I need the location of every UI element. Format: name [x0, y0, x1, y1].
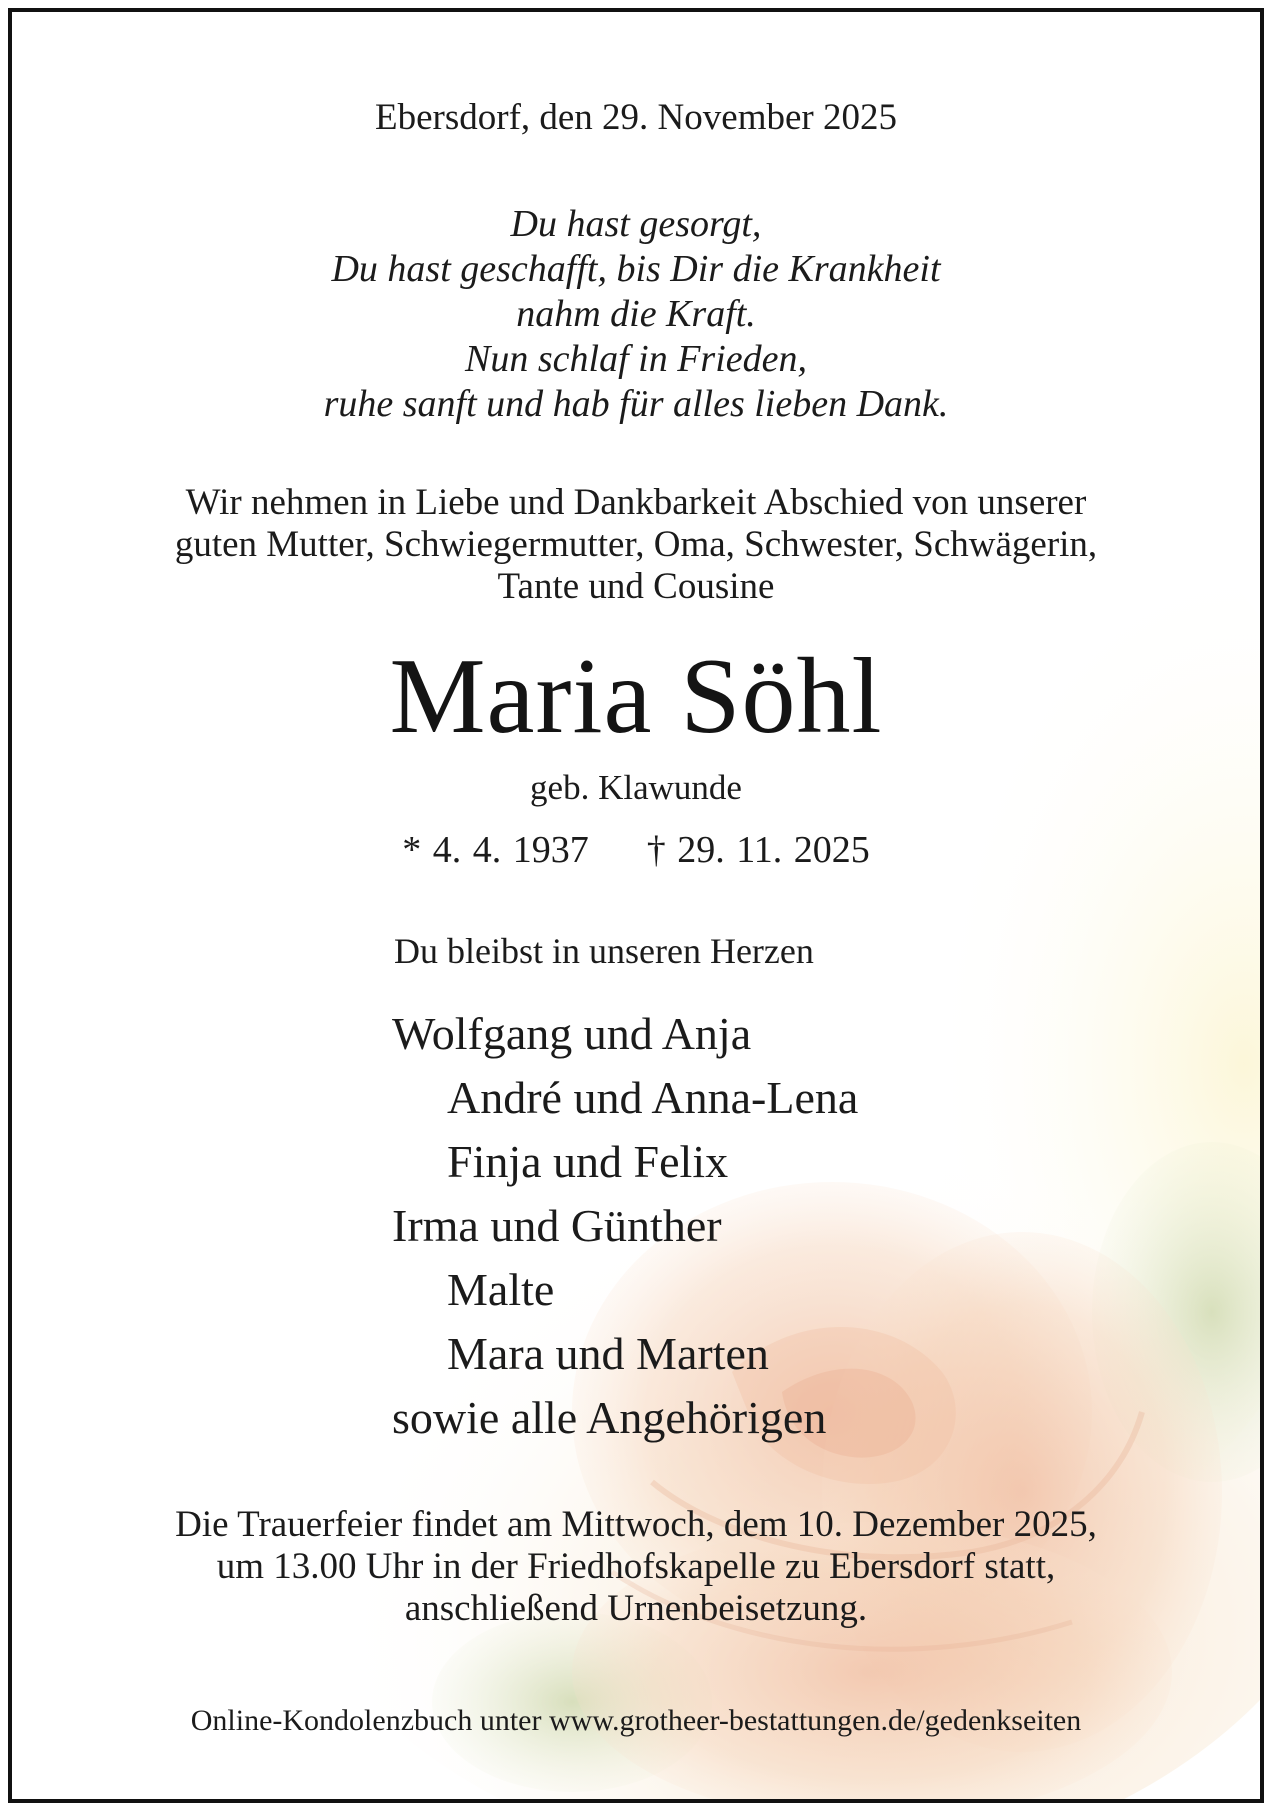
mourner-item: Wolfgang und Anja [392, 1008, 752, 1059]
obituary-frame [8, 8, 1264, 1803]
maiden-name: geb. Klawunde [530, 768, 742, 807]
mourner-item: Mara und Marten [447, 1328, 769, 1379]
funeral-service-info [12, 1504, 1260, 1630]
service-line: anschließend Urnenbeisetzung. [404, 1588, 868, 1629]
mourner-item: Irma und Günther [392, 1200, 722, 1251]
farewell-line: Du bleibst in unseren Herzen [394, 931, 814, 971]
poem-line: Du hast gesorgt, [510, 203, 762, 245]
mourner-item: sowie alle Angehörigen [392, 1392, 827, 1443]
intro-line: Tante und Cousine [497, 566, 775, 607]
poem-line: ruhe sanft und hab für alles lieben Dank. [323, 383, 949, 425]
mourner-item: Malte [447, 1264, 555, 1315]
poem [12, 202, 1260, 427]
mourner-item: Finja und Felix [447, 1136, 729, 1187]
intro-text [12, 482, 1260, 608]
poem-line: Nun schlaf in Frieden, [465, 338, 807, 380]
obituary-content [12, 12, 1260, 1799]
poem-line: nahm die Kraft. [516, 293, 756, 335]
mourner-item: André und Anna-Lena [447, 1072, 859, 1123]
life-dates [12, 827, 1260, 873]
service-line: um 13.00 Uhr in der Friedhofskapelle zu Ebersdorf statt, [216, 1546, 1056, 1587]
mourners-list [12, 1002, 1260, 1450]
intro-line: guten Mutter, Schwiegermutter, Oma, Schwester, Schwägerin, [174, 524, 1098, 565]
service-line: Die Trauerfeier findet am Mittwoch, dem 10. Dezember 2025, [175, 1504, 1097, 1545]
place-date: Ebersdorf, den 29. November 2025 [375, 97, 897, 138]
deceased-name: Maria Söhl [389, 637, 883, 756]
death-date: † 29. 11. 2025 [646, 829, 870, 871]
birth-date: * 4. 4. 1937 [402, 829, 589, 871]
poem-line: Du hast geschafft, bis Dir die Krankheit [331, 248, 941, 290]
intro-line: Wir nehmen in Liebe und Dankbarkeit Abschied von unserer [185, 482, 1087, 523]
online-condolence-book: Online-Kondolenzbuch unter www.grotheer-bestattungen.de/gedenkseiten [190, 1704, 1082, 1737]
